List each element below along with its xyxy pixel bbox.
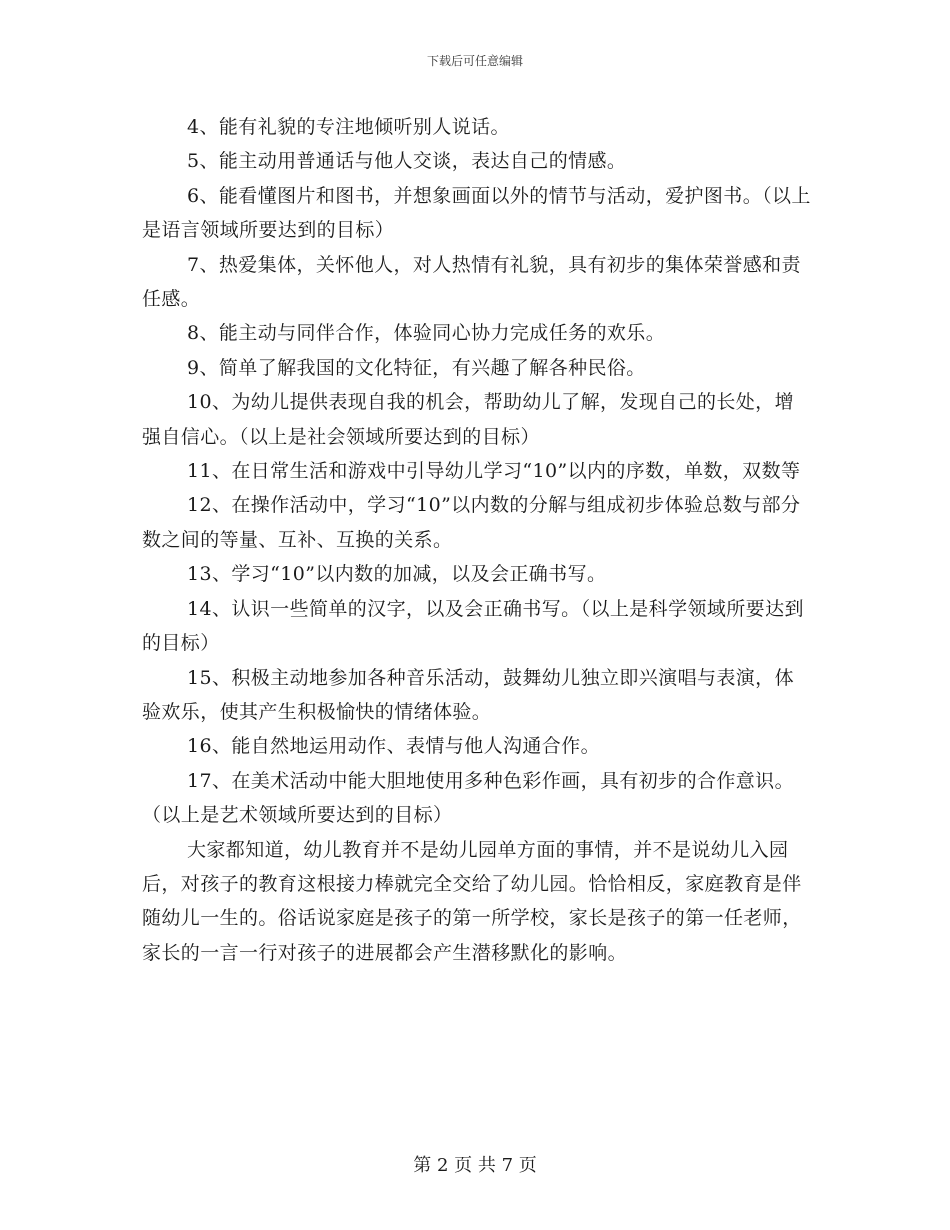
paragraph-item-17: 17、在美术活动中能大胆地使用多种色彩作画，具有初步的合作意识。（以上是艺术领域所要达到的目标）: [142, 769, 794, 827]
paragraph-item-10: 10、为幼儿提供表现自我的机会，帮助幼儿了解，发现自己的长处，增强自信心。（以上是社会领域所要达到的目标）: [142, 391, 794, 448]
paragraph-item-14: 14、认识一些简单的汉字，以及会正确书写。（以上是科学领域所要达到的目标）: [142, 597, 804, 655]
paragraph-family-education: 大家都知道，幼儿教育并不是幼儿园单方面的事情，并不是说幼儿入园后，对孩子的教育这根接力棒就完全交给了幼儿园。恰恰相反，家庭教育是伴随幼儿一生的。俗话说家庭是孩子的第一所学校，家长是孩子的第一任老师，家长的一言一行对孩子的进展都会产生潜移默化的影响。: [142, 838, 802, 964]
paragraph-item-8: 8、能主动与同伴合作，体验同心协力完成任务的欢乐。: [187, 322, 666, 345]
paragraph-item-16: 16、能自然地运用动作、表情与他人沟通合作。: [187, 735, 600, 758]
paragraph-item-13: 13、学习“10”以内数的加减，以及会正确书写。: [187, 563, 607, 586]
page-number: 第 2 页 共 7 页: [413, 1155, 537, 1176]
page-header: 下载后可任意编辑: [426, 54, 523, 68]
paragraph-item-11: 11、在日常生活和游戏中引导幼儿学习“10”以内的序数，单数，双数等: [187, 460, 801, 483]
paragraph-item-5: 5、能主动用普通话与他人交谈，表达自己的情感。: [187, 150, 627, 173]
paragraph-item-9: 9、简单了解我国的文化特征，有兴趣了解各种民俗。: [187, 356, 646, 379]
paragraph-item-6: 6、能看懂图片和图书，并想象画面以外的情节与活动，爱护图书。（以上是语言领域所要达到的目标）: [142, 184, 811, 242]
document-body: [142, 110, 812, 970]
paragraph-item-15: 15、积极主动地参加各种音乐活动，鼓舞幼儿独立即兴演唱与表演，体验欢乐，使其产生积极愉快的情绪体验。: [142, 666, 794, 723]
paragraph-item-7: 7、热爱集体，关怀他人，对人热情有礼貌，具有初步的集体荣誉感和责任感。: [142, 253, 801, 311]
paragraph-item-12: 12、在操作活动中，学习“10”以内数的分解与组成初步体验总数与部分数之间的等量、互补、互换的关系。: [142, 494, 801, 551]
paragraph-item-4: 4、能有礼貌的专注地倾听别人说话。: [187, 116, 510, 138]
